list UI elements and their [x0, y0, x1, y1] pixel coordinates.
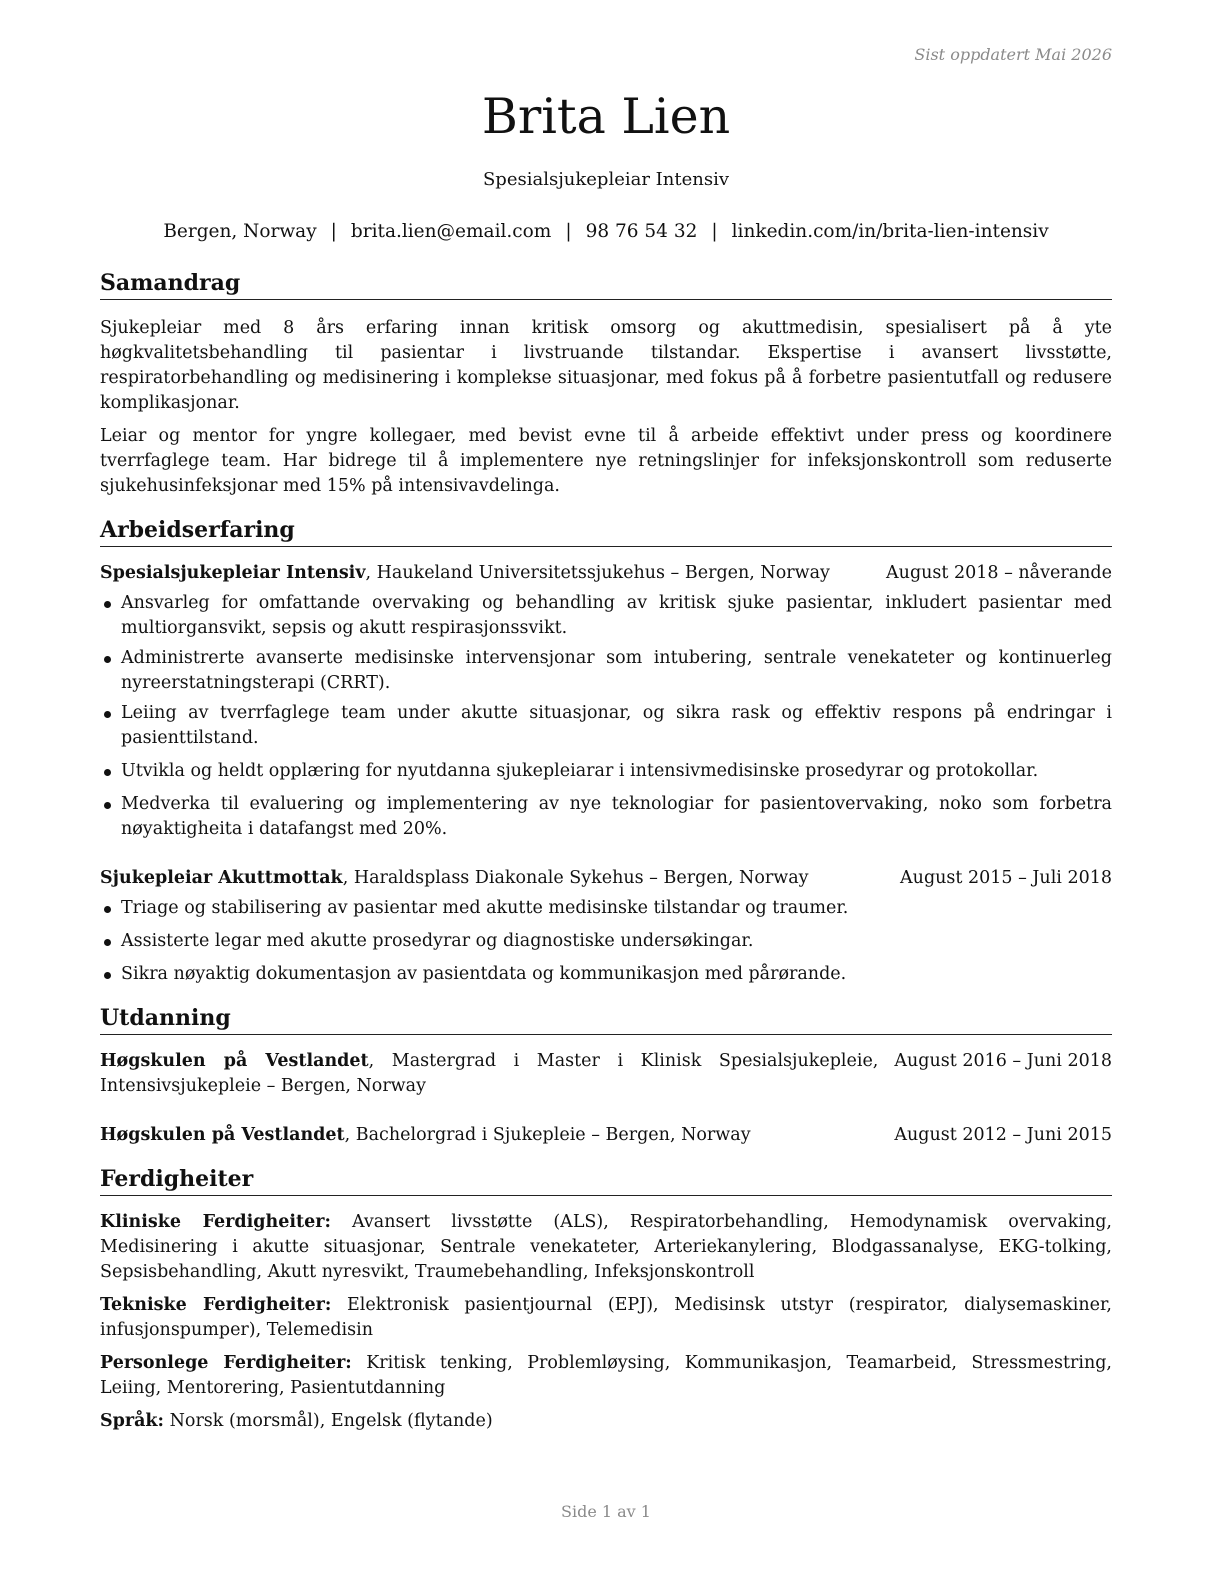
education-title-line [100, 1049, 894, 1099]
summary-paragraph: Leiar og mentor for yngre kollegaer, med bevist evne til å arbeide effektivt under press og koordinere tverrfaglege team. Har bidrege til å implementere nye retningslinjer for infeksjonskontroll som reduserte sjukehusinfeksjonar med 15% på intensivavdelinga. [100, 426, 1112, 496]
job-bullets [100, 591, 1112, 842]
resume-content [100, 268, 1112, 1434]
job-employer: , Haukeland Universitetssjukehus – Bergen, Norway [365, 563, 830, 583]
contact-separator: | [330, 221, 337, 242]
education-school: Høgskulen på Vestlandet [100, 1125, 345, 1145]
contact-separator: | [711, 221, 718, 242]
skill-group-label: Språk: [100, 1411, 165, 1431]
job-bullet: Ansvarleg for omfattande overvaking og behandling av kritisk sjuke pasientar, inkludert pasientar med multiorgansvikt, sepsis og akutt respirasjonssvikt. [100, 591, 1112, 641]
section-title-skills: Ferdigheiter [100, 1164, 1112, 1196]
contact-location: Bergen, Norway [163, 221, 317, 242]
job-header [100, 561, 1112, 586]
skill-group-text: Kritisk tenking, Problemløysing, Kommunikasjon, Teamarbeid, Stressmestring, Leiing, Mentorering, Pasientutdanning [100, 1353, 1112, 1398]
education-dates: August 2016 – Juni 2018 [894, 1051, 1112, 1071]
job-bullet: Sikra nøyaktig dokumentasjon av pasientdata og kommunikasjon med pårørande. [100, 962, 1112, 987]
skill-group [100, 1210, 1112, 1285]
summary-paragraph: Sjukepleiar med 8 års erfaring innan kritisk omsorg og akuttmedisin, spesialisert på å yte høgkvalitetsbehandling til pasientar i livstruande tilstandar. Ekspertise i avansert livsstøtte, respiratorbehandling og medisinering i komplekse situasjonar, med fokus på å forbetre pasientutfall og redusere komplikasjonar. [100, 318, 1112, 413]
skill-group [100, 1409, 1112, 1434]
job-entry [100, 866, 1112, 987]
last-updated: Sist oppdatert Mai 2026 [914, 45, 1112, 64]
resume-page [100, 0, 1112, 1584]
job-bullet: Assisterte legar med akutte prosedyrar og diagnostiske undersøkingar. [100, 929, 1112, 954]
job-title-line [100, 866, 900, 891]
education-detail: , Bachelorgrad i Sjukepleie – Bergen, Norway [344, 1125, 751, 1145]
skills-section [100, 1164, 1112, 1434]
education-dates: August 2012 – Juni 2015 [894, 1125, 1112, 1145]
section-title-summary: Samandrag [100, 268, 1112, 300]
job-employer: , Haraldsplass Diakonale Sykehus – Bergen, Norway [342, 868, 809, 888]
job-bullets [100, 896, 1112, 987]
skill-group-label: Kliniske Ferdigheiter: [100, 1212, 331, 1232]
job-bullet: Leiing av tverrfaglege team under akutte situasjonar, og sikra rask og effektiv respons på endringar i pasienttilstand. [100, 701, 1112, 751]
skill-group-text: Norsk (morsmål), Engelsk (flytande) [164, 1411, 493, 1431]
education-entry [100, 1123, 1112, 1148]
job-dates: August 2015 – Juli 2018 [900, 868, 1112, 888]
skill-group [100, 1293, 1112, 1343]
job-bullet: Medverka til evaluering og implementering av nye teknologiar for pasientovervaking, noko som forbetra nøyaktigheita i datafangst med 20%. [100, 792, 1112, 842]
job-title-line [100, 561, 886, 586]
section-title-experience: Arbeidserfaring [100, 515, 1112, 547]
contact-line [100, 219, 1112, 245]
contact-email[interactable]: brita.lien@email.com [350, 221, 552, 242]
job-header [100, 866, 1112, 891]
experience-section [100, 515, 1112, 987]
candidate-name: Brita Lien [481, 88, 731, 145]
job-bullet: Utvikla og heldt opplæring for nyutdanna sjukepleiarar i intensivmedisinske prosedyrar og protokollar. [100, 759, 1112, 784]
job-dates: August 2018 – nåverande [886, 563, 1112, 583]
education-title-line [100, 1123, 894, 1148]
section-title-education: Utdanning [100, 1003, 1112, 1035]
education-detail: , Mastergrad i Master i Klinisk Spesialsjukepleie, Intensivsjukepleie – Bergen, Norway [100, 1051, 879, 1096]
contact-separator: | [565, 221, 572, 242]
contact-phone: 98 76 54 32 [585, 221, 698, 242]
candidate-title: Spesialsjukepleiar Intensiv [482, 169, 730, 190]
job-entry [100, 561, 1112, 842]
education-school: Høgskulen på Vestlandet [100, 1051, 369, 1071]
page-number: Side 1 av 1 [561, 1502, 651, 1521]
job-role: Sjukepleiar Akuttmottak [100, 868, 343, 888]
skill-group-text: Elektronisk pasientjournal (EPJ), Medisinsk utstyr (respirator, dialysemaskiner, infusjonspumper), Telemedisin [100, 1295, 1112, 1340]
job-bullet: Triage og stabilisering av pasientar med akutte medisinske tilstandar og traumer. [100, 896, 1112, 921]
job-role: Spesialsjukepleiar Intensiv [100, 563, 366, 583]
skill-group-label: Tekniske Ferdigheiter: [100, 1295, 332, 1315]
skill-group [100, 1351, 1112, 1401]
job-bullet: Administrerte avanserte medisinske intervensjonar som intubering, sentrale venekateter og kontinuerleg nyreerstatningsterapi (CRRT). [100, 646, 1112, 696]
contact-linkedin[interactable]: linkedin.com/in/brita-lien-intensiv [731, 221, 1049, 242]
summary-section [100, 268, 1112, 499]
education-section [100, 1003, 1112, 1148]
skill-group-label: Personlege Ferdigheiter: [100, 1353, 352, 1373]
education-entry [100, 1049, 1112, 1099]
skill-group-text: Avansert livsstøtte (ALS), Respiratorbehandling, Hemodynamisk overvaking, Medisinering i akutte situasjonar, Sentrale venekateter, Arteriekanylering, Blodgassanalyse, EKG-tolking, Sepsisbehandling, Akutt nyresvikt, Traumebehandling, Infeksjonskontroll [100, 1212, 1112, 1282]
